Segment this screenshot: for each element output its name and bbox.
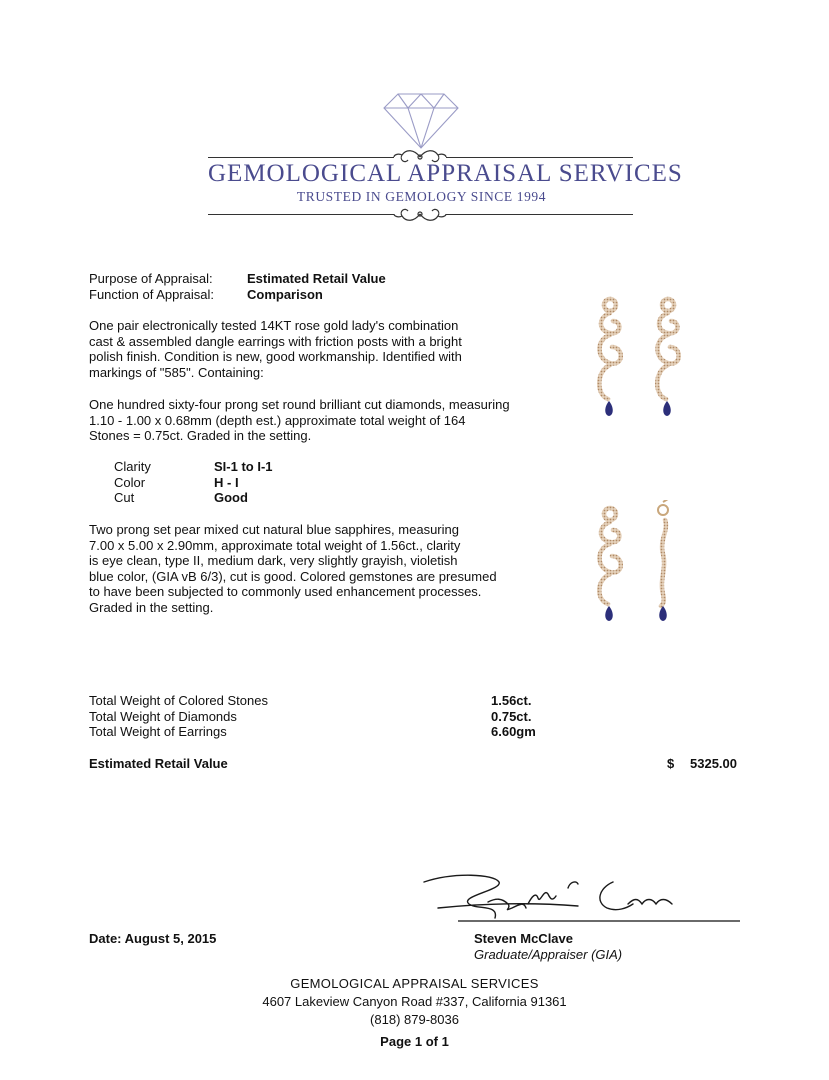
appraiser-signature <box>418 868 743 928</box>
retail-currency: $ <box>667 756 675 771</box>
diamond-line: One hundred sixty-four prong set round brilliant cut diamonds, measuring <box>89 397 510 412</box>
company-title: GEMOLOGICAL APPRAISAL SERVICES <box>208 160 683 187</box>
totals-value: 6.60gm <box>491 724 536 740</box>
retail-amount: 5325.00 <box>690 756 737 771</box>
appraiser-name: Steven McClave <box>474 931 573 946</box>
totals-label: Total Weight of Diamonds <box>89 708 237 724</box>
diamond-line: Stones = 0.75ct. Graded in the setting. <box>89 428 312 444</box>
diamond-logo-icon <box>382 92 460 150</box>
appraisal-date: Date: August 5, 2015 <box>89 931 217 946</box>
page-number: Page 1 of 1 <box>380 1034 449 1049</box>
function-row <box>89 287 323 303</box>
retail-value-label: Estimated Retail Value <box>89 756 228 771</box>
description-line: markings of "585". Containing: <box>89 364 264 380</box>
purpose-row <box>89 271 386 287</box>
totals-value: 0.75ct. <box>491 708 532 724</box>
grade-value: Good <box>214 490 248 506</box>
description-line: cast & assembled dangle earrings with friction posts with a bright <box>89 333 462 349</box>
function-label: Function of Appraisal: <box>89 287 215 302</box>
grade-value: SI-1 to I-1 <box>214 459 273 474</box>
grade-row-clarity <box>114 459 273 475</box>
sapphire-line: is eye clean, type II, medium dark, very slightly grayish, violetish <box>89 553 458 569</box>
grade-row-cut <box>114 490 273 506</box>
footer-address: 4607 Lakeview Canyon Road #337, California 91361 <box>262 994 567 1009</box>
function-value: Comparison <box>247 287 323 302</box>
grade-row-color <box>114 475 273 491</box>
totals-row <box>89 709 549 725</box>
sapphire-line: blue color, (GIA vB 6/3), cut is good. Colored gemstones are presumed <box>89 568 497 584</box>
grade-label: Cut <box>114 490 135 506</box>
totals-label: Total Weight of Colored Stones <box>89 693 268 708</box>
purpose-label: Purpose of Appraisal: <box>89 271 213 286</box>
totals-row <box>89 724 549 740</box>
grade-label: Clarity <box>114 459 151 474</box>
company-tagline: TRUSTED IN GEMOLOGY SINCE 1994 <box>296 189 547 204</box>
footer-phone: (818) 879-8036 <box>370 1012 459 1027</box>
totals-label: Total Weight of Earrings <box>89 724 227 740</box>
sapphire-line: Graded in the setting. <box>89 599 214 615</box>
footer-company: GEMOLOGICAL APPRAISAL SERVICES <box>290 976 539 991</box>
totals-table <box>89 693 549 740</box>
diamond-line: 1.10 - 1.00 x 0.68mm (depth est.) approximate total weight of 164 <box>89 412 466 428</box>
sapphire-line: 7.00 x 5.00 x 2.90mm, approximate total weight of 1.56ct., clarity <box>89 537 461 553</box>
appraiser-title: Graduate/Appraiser (GIA) <box>474 947 623 962</box>
scroll-ornament-bottom-icon <box>380 203 460 225</box>
earrings-front-image <box>585 295 700 425</box>
description-line: polish finish. Condition is new, good workmanship. Identified with <box>89 349 462 365</box>
grade-value: H - I <box>214 474 239 490</box>
description-line: One pair electronically tested 14KT rose gold lady's combination <box>89 318 459 333</box>
sapphire-description <box>89 522 497 616</box>
item-description <box>89 318 462 380</box>
sapphire-line: to have been subjected to commonly used enhancement processes. <box>89 584 482 600</box>
diamond-description <box>89 397 510 444</box>
purpose-value: Estimated Retail Value <box>247 271 386 286</box>
grade-label: Color <box>114 474 146 490</box>
totals-value: 1.56ct. <box>491 693 532 708</box>
footer <box>0 975 829 1051</box>
diamond-grades <box>114 459 273 506</box>
earrings-side-image <box>585 500 700 630</box>
totals-row <box>89 693 549 709</box>
sapphire-line: Two prong set pear mixed cut natural blue sapphires, measuring <box>89 522 459 537</box>
